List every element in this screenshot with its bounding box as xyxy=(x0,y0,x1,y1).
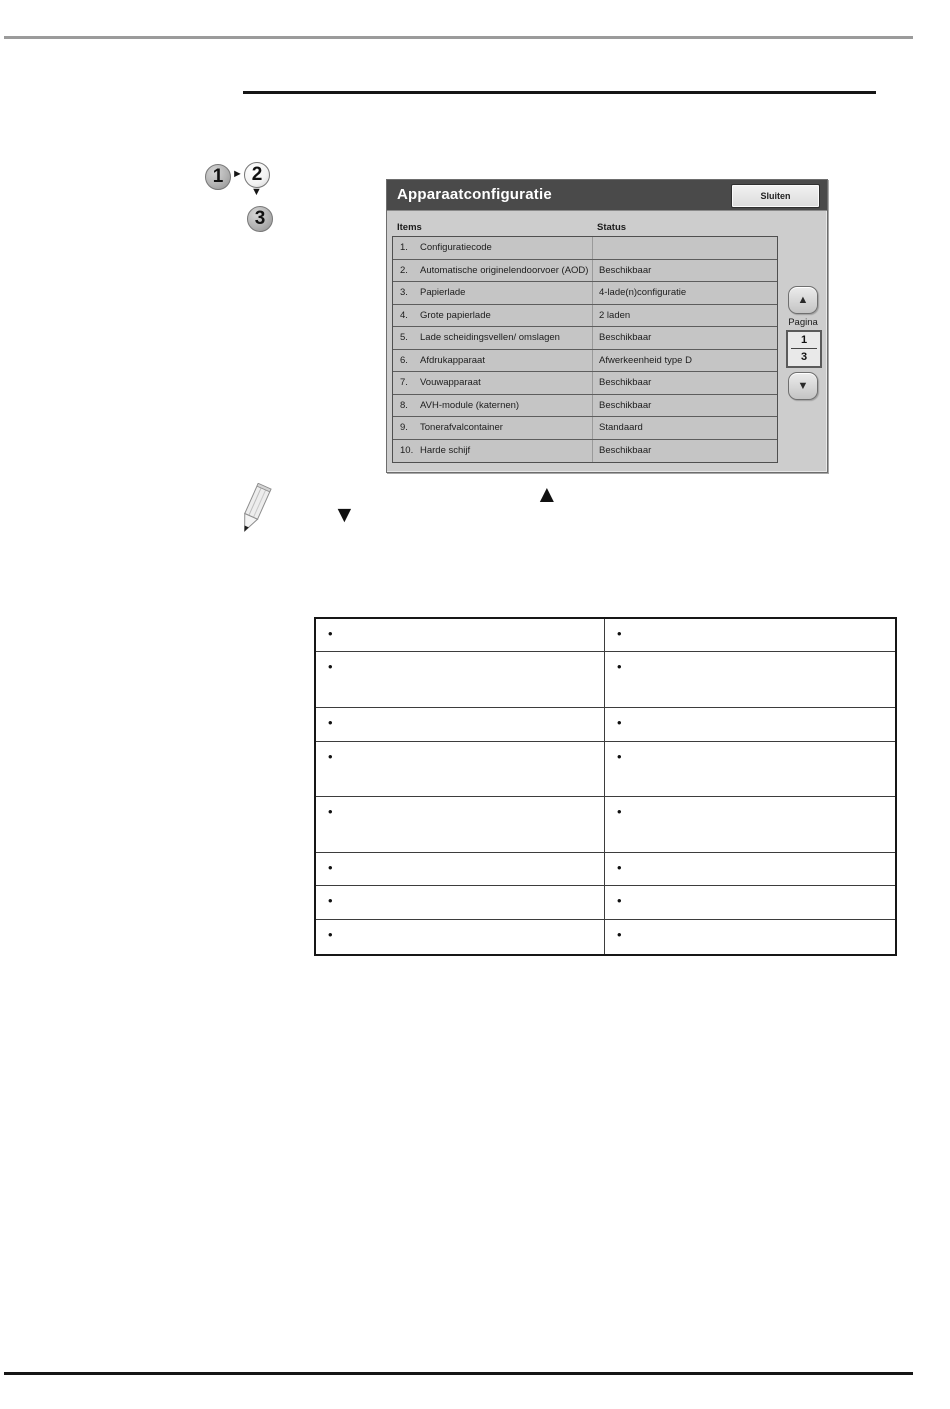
bullet-icon: • xyxy=(328,659,333,674)
row-status-value: Beschikbaar xyxy=(592,395,777,417)
notes-table-cell xyxy=(316,853,605,885)
inline-up-triangle-icon: ▲ xyxy=(535,481,559,508)
notes-table-cell xyxy=(605,652,895,707)
notes-table-cell xyxy=(605,886,895,919)
config-table-row xyxy=(393,282,777,305)
pagina-label: Pagina xyxy=(788,317,818,328)
section-heading-rule xyxy=(243,91,876,94)
row-item-label: Harde schijf xyxy=(420,444,471,456)
row-item-label: Configuratiecode xyxy=(420,242,492,253)
step-2-badge: 2 xyxy=(244,162,270,188)
notes-table-row xyxy=(316,619,895,652)
row-status-value xyxy=(592,237,777,259)
row-item-label: Automatische originelendoorvoer (AOD) xyxy=(420,264,589,276)
up-arrow-icon: ▲ xyxy=(797,294,809,306)
row-status-value: Beschikbaar xyxy=(592,327,777,349)
bullet-icon: • xyxy=(328,927,333,942)
dialog-titlebar xyxy=(387,180,827,211)
config-table-row xyxy=(393,395,777,418)
notes-table-row xyxy=(316,886,895,920)
bullet-icon: • xyxy=(328,749,333,764)
notes-table-cell xyxy=(316,797,605,852)
row-status-value: Beschikbaar xyxy=(592,440,777,463)
row-item-label: Afdrukapparaat xyxy=(420,354,485,366)
top-horizontal-rule xyxy=(4,36,913,39)
note-pencil-icon xyxy=(232,483,276,537)
row-status-value: Beschikbaar xyxy=(592,260,777,282)
bullet-icon: • xyxy=(617,860,622,875)
row-item-label: Papierlade xyxy=(420,287,466,298)
row-number: 2. xyxy=(400,264,408,276)
notes-table xyxy=(314,617,897,956)
step-arrow-down-icon: ▼ xyxy=(251,186,262,198)
row-status-value: 4-lade(n)configuratie xyxy=(592,282,777,304)
row-number: 5. xyxy=(400,332,408,343)
row-number: 3. xyxy=(400,287,408,298)
apparaatconfiguratie-dialog xyxy=(386,179,828,473)
row-item-label: Lade scheidingsvellen/ omslagen xyxy=(420,332,560,343)
row-status-value: Beschikbaar xyxy=(592,372,777,394)
row-number: 9. xyxy=(400,422,408,433)
notes-table-cell xyxy=(316,708,605,741)
config-table-row xyxy=(393,305,777,328)
bullet-icon: • xyxy=(328,860,333,875)
page-indicator xyxy=(786,330,822,368)
bullet-icon: • xyxy=(617,893,622,908)
bullet-icon: • xyxy=(617,659,622,674)
notes-table-cell xyxy=(605,853,895,885)
row-status-value: 2 laden xyxy=(592,305,777,327)
notes-table-cell xyxy=(605,920,895,954)
page-up-button[interactable] xyxy=(788,286,818,314)
notes-table-row xyxy=(316,652,895,708)
row-number: 6. xyxy=(400,354,408,366)
row-number: 10. xyxy=(400,444,414,456)
bullet-icon: • xyxy=(617,626,622,641)
config-table-row xyxy=(393,440,777,463)
down-arrow-icon: ▼ xyxy=(797,380,809,392)
row-item-label: Grote papierlade xyxy=(420,309,491,321)
bullet-icon: • xyxy=(328,626,333,641)
configuration-table xyxy=(392,236,778,463)
bottom-horizontal-rule xyxy=(4,1372,913,1375)
sluiten-button[interactable]: Sluiten xyxy=(731,184,820,208)
bullet-icon: • xyxy=(328,715,333,730)
notes-table-cell xyxy=(316,742,605,796)
row-number: 7. xyxy=(400,377,408,388)
bullet-icon: • xyxy=(617,804,622,819)
notes-table-row xyxy=(316,797,895,853)
row-number: 4. xyxy=(400,309,408,321)
total-pages-number: 3 xyxy=(800,351,808,363)
row-item-label: Tonerafvalcontainer xyxy=(420,422,503,433)
bullet-icon: • xyxy=(617,715,622,730)
notes-table-cell xyxy=(316,652,605,707)
page-down-button[interactable] xyxy=(788,372,818,400)
notes-table-cell xyxy=(316,920,605,954)
bullet-icon: • xyxy=(328,804,333,819)
inline-down-triangle-icon: ▼ xyxy=(333,501,356,527)
row-status-value: Afwerkeenheid type D xyxy=(592,350,777,372)
bullet-icon: • xyxy=(617,927,622,942)
row-status-value: Standaard xyxy=(592,417,777,439)
notes-table-cell xyxy=(316,619,605,651)
row-item-label: Vouwapparaat xyxy=(420,377,481,388)
row-number: 8. xyxy=(400,399,408,411)
step-arrow-right-icon: ► xyxy=(232,168,243,180)
row-item-label: AVH-module (katernen) xyxy=(420,399,520,411)
config-table-row xyxy=(393,350,777,373)
config-table-row xyxy=(393,372,777,395)
step-1-badge: 1 xyxy=(205,164,231,190)
notes-table-row xyxy=(316,853,895,886)
status-column-header: Status xyxy=(597,222,627,233)
bullet-icon: • xyxy=(617,749,622,764)
config-table-row xyxy=(393,417,777,440)
dialog-title: Apparaatconfiguratie xyxy=(397,186,552,203)
notes-table-cell xyxy=(605,619,895,651)
row-number: 1. xyxy=(400,242,408,253)
bullet-icon: • xyxy=(328,893,333,908)
notes-table-row xyxy=(316,920,895,954)
notes-table-row xyxy=(316,742,895,797)
config-table-row xyxy=(393,237,777,260)
notes-table-cell xyxy=(605,742,895,796)
config-table-row xyxy=(393,327,777,350)
notes-table-cell xyxy=(316,886,605,919)
notes-table-cell xyxy=(605,797,895,852)
notes-table-cell xyxy=(605,708,895,741)
current-page-number: 1 xyxy=(800,334,808,346)
config-table-row xyxy=(393,260,777,283)
step-3-badge: 3 xyxy=(247,206,273,232)
items-column-header: Items xyxy=(397,222,422,233)
notes-table-row xyxy=(316,708,895,742)
